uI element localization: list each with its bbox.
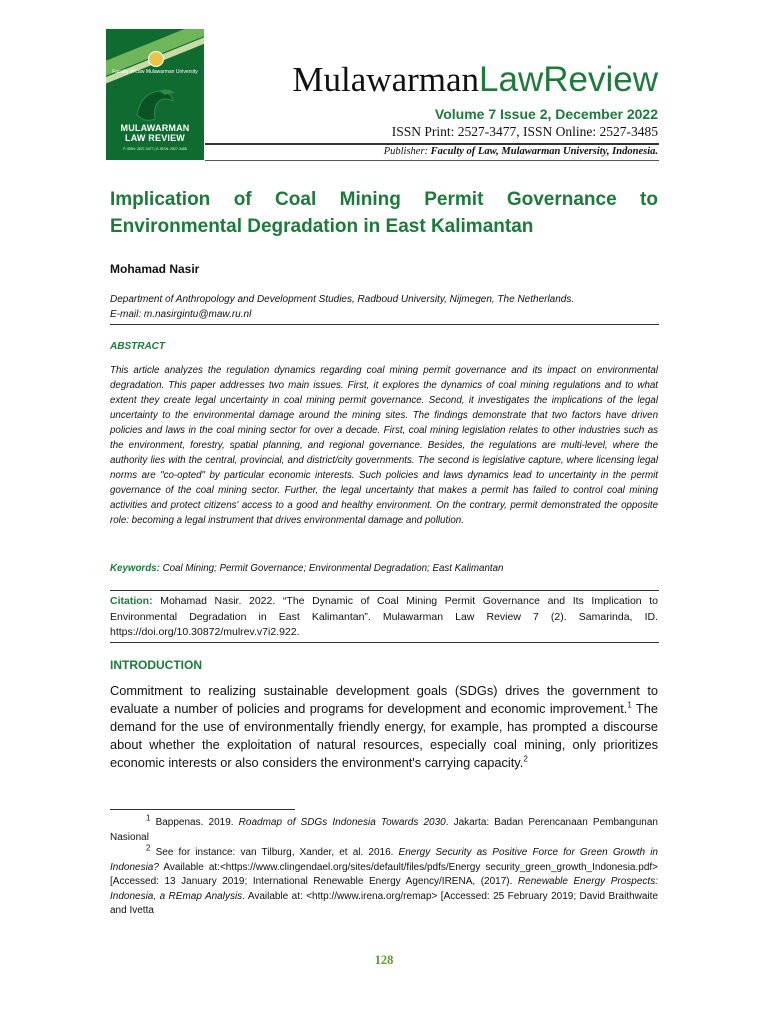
issn-line: ISSN Print: 2527-3477, ISSN Online: 2527-3485 — [391, 124, 658, 139]
journal-name — [292, 58, 658, 102]
abstract-heading: ABSTRACT — [110, 341, 165, 352]
volume-issue: Volume 7 Issue 2, December 2022 — [434, 106, 658, 122]
affiliation-text: Department of Anthropology and Development Studies, Radboud University, Nijmegen, The Netherlands. — [110, 294, 575, 305]
footnote-ref-2[interactable]: 2 — [523, 754, 528, 764]
cover-title: MULAWARMAN LAW REVIEW — [120, 123, 190, 143]
page-number: 128 — [374, 953, 394, 967]
introduction-paragraph: Commitment to realizing sustainable development goals (SDGs) drives the government to evaluate a number of policies and programs for development and economic improvement.$^1$ The demand for the use of environmentally friendly energy, for example, has prompted a discourse about whether the exploitation of natural resources, especially coal mining, only prioritizes economic interests or also considers the environment's carrying capacity.$^2$ — [110, 683, 658, 770]
footnote-1: $^1$ Bappenas. 2019. Roadmap of SDGs Indonesia Towards 2030. Jakarta: Badan Perencanaan Pembangunan Nasional — [110, 813, 658, 843]
journal-name-part1: Mulawarman — [292, 60, 480, 99]
publisher-line: Publisher: Faculty of Law, Mulawarman University, Indonesia. — [383, 146, 658, 157]
cover-issn: P-ISSN: 2527-3477 | E-ISSN: 2527-3485 — [123, 147, 187, 151]
keywords-text: Coal Mining; Permit Governance; Environmental Degradation; East Kalimantan — [162, 563, 504, 574]
journal-cover-image — [106, 29, 204, 160]
introduction-heading: INTRODUCTION — [110, 658, 202, 672]
university-logo-icon — [148, 51, 164, 67]
citation-block — [110, 594, 658, 641]
cover-faculty-text: Faculty of Law Mulawarman University — [112, 69, 198, 75]
masthead-divider — [205, 143, 659, 145]
section-divider — [110, 642, 659, 643]
abstract-text: This article analyzes the regulation dynamics regarding coal mining permit governance and its impact on environmental degradation. This paper addresses two main issues. First, it explores the dynamics of coal mining regulations and to what extent they create legal uncertainty in coal mining permit governance. Second, it investigates the implications of the legal uncertainty to the environmental damage around the mining sites. The findings demonstrate that two factors have driven policies and laws in the coal mining sector for over a decade. First, coal mining legislation relates to other industries such as the environment, forestry, spatial planning, and regional governance. Besides, the regulations are multi-level, where the authority lies with the central, provincial, and district/city governments. The second is legislative capture, where licensing legal norms are "co-opted" by particular economic interests. Such policies and laws dynamics lead to uncertainty in the permit governance of the coal mining sector. Further, the legal uncertainty that makes a permit has failed to control coal mining activities and protect citizens' access to a good and healthy environment. On the contrary, permit demonstrated the opposite role: becoming a legal instrument that drives environmental damage and pollution. — [110, 365, 658, 526]
author-name: Mohamad Nasir — [110, 262, 200, 276]
author-email[interactable]: E-mail: m.nasirgintu@maw.ru.nl — [110, 309, 252, 320]
footnote-ref-1[interactable]: 1 — [627, 700, 632, 710]
footnote-divider — [110, 809, 295, 810]
author-affiliation — [110, 292, 658, 322]
keywords-line — [110, 563, 658, 574]
journal-name-part2: LawReview — [479, 60, 658, 99]
section-divider — [110, 590, 659, 591]
article-title: Implication of Coal Mining Permit Governance to Environmental Degradation in East Kalimantan — [110, 189, 658, 237]
citation-label: Citation: — [110, 595, 153, 607]
section-divider — [110, 324, 659, 325]
keywords-label: Keywords: — [110, 563, 160, 574]
citation-text[interactable]: Mohamad Nasir. 2022. “The Dynamic of Coal Mining Permit Governance and Its Implication to Environmental Degradation in East Kalimantan”. Mulawarman Law Review 7 (2). Samarinda, ID. https://doi.org/10.30872/mulrev.v7i2.922. — [110, 595, 659, 638]
masthead-divider — [205, 160, 659, 161]
footnote-2: $^2$ See for instance: van Tilburg, Xander, et al. 2016. Energy Security as Positive Force for Green Growth in Indonesia? Available at:<https://www.clingendael.org/sites/default/files/pdfs/Energy security_green_growth_Indonesia.pdf> [Accessed: 13 January 2019; International Renewable Energy Agency/IRENA, (2017). Renewable Energy Prospects: Indonesia, a REmap Analysis. Available at: <http://www.irena.org/remap> [Accessed: 25 February 2019; David Braithwaite and Ivetta — [110, 843, 658, 916]
